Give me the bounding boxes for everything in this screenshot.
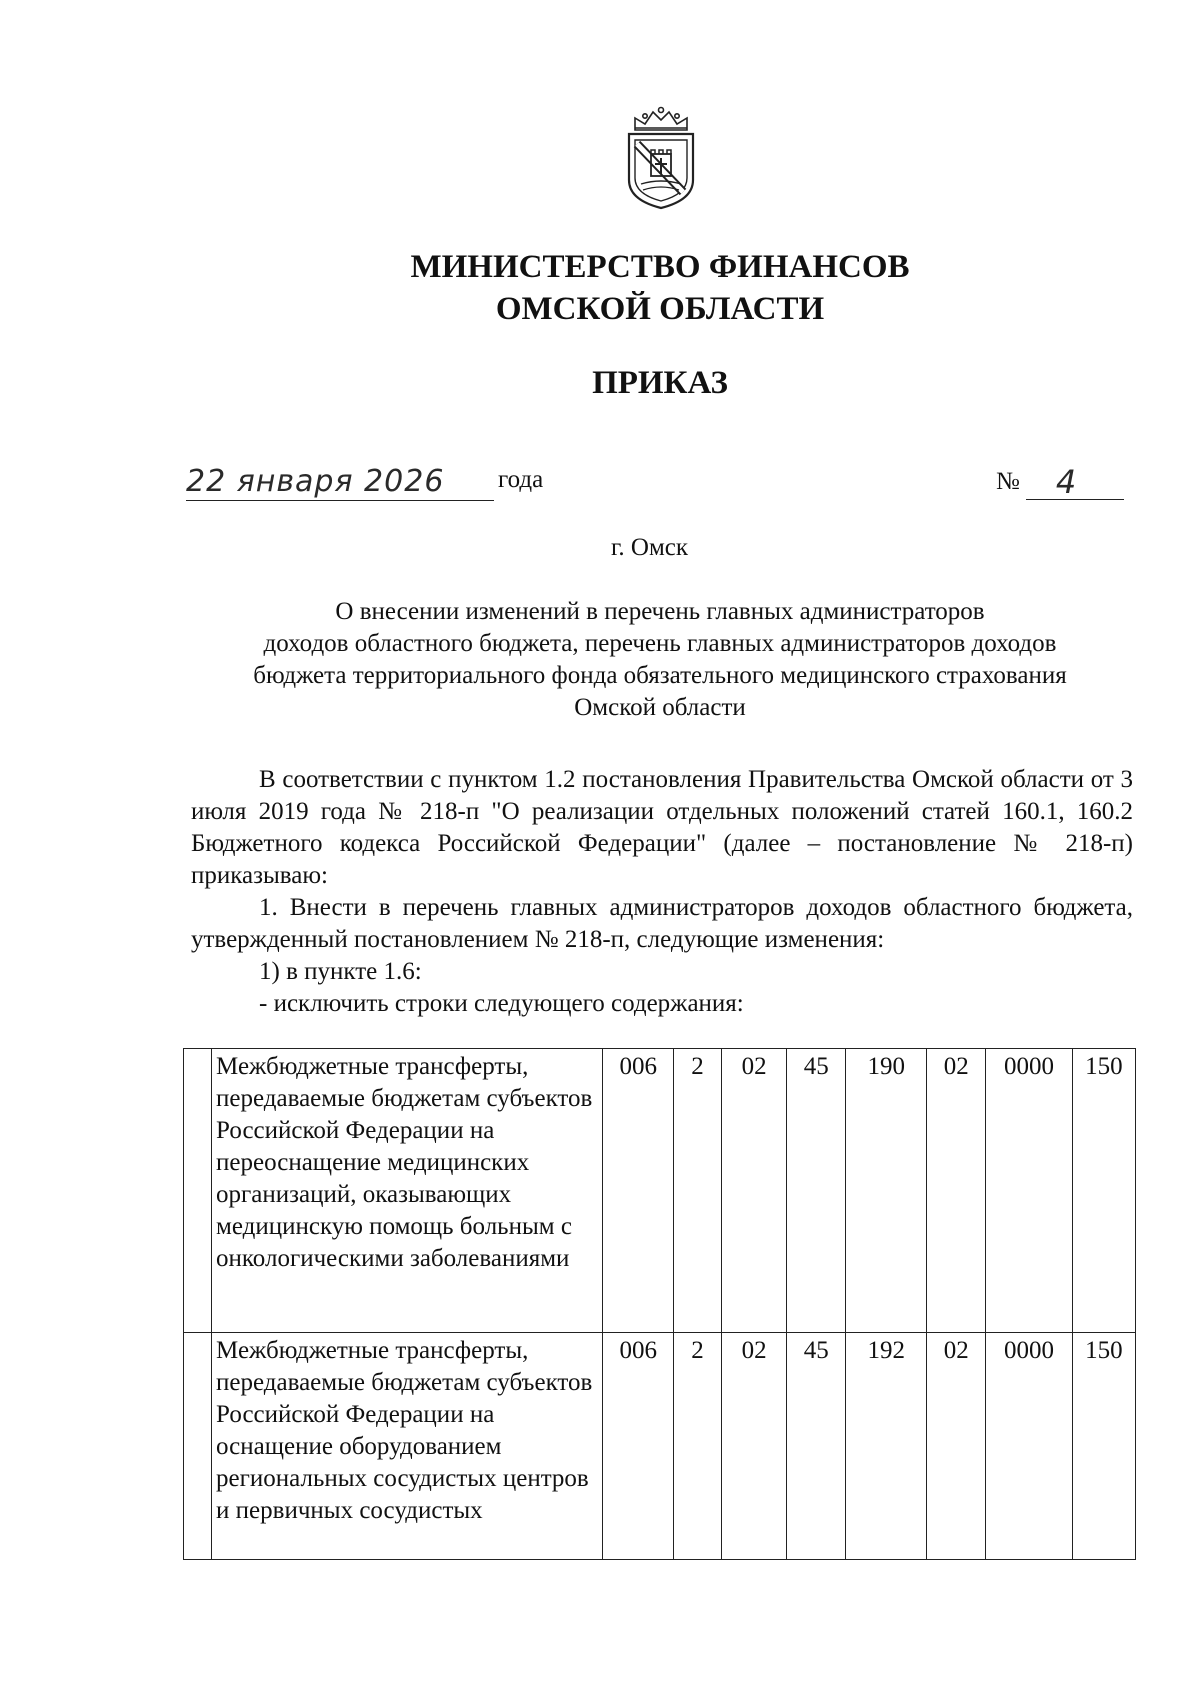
item-1-paragraph: 1. Внести в перечень главных администраторов доходов областного бюджета, утвержденный постановлением № 218-п, следующие изменения:	[191, 894, 1133, 953]
date-handwritten: 22 января 2026	[186, 466, 494, 501]
subject-line: Омской области	[574, 694, 746, 721]
number-handwritten: 4	[1026, 466, 1124, 500]
table-cell-code: 150	[1072, 1333, 1135, 1560]
table-cell-code: 006	[603, 1049, 674, 1333]
table-cell-name: Межбюджетные трансферты, передаваемые бюджетам субъектов Российской Федерации на оснащение оборудованием региональных сосудистых центров и первичных сосудистых	[212, 1333, 603, 1560]
table-row	[184, 1049, 1136, 1333]
table-row	[184, 1333, 1136, 1560]
table-cell-code: 45	[787, 1049, 846, 1333]
table-cell-code: 192	[846, 1333, 927, 1560]
table-cell-name: Межбюджетные трансферты, передаваемые бюджетам субъектов Российской Федерации на переоснащение медицинских организаций, оказывающих медицинскую помощь больным с онкологическими заболеваниями	[212, 1049, 603, 1333]
codes-table	[183, 1048, 1136, 1560]
preamble-paragraph: В соответствии с пунктом 1.2 постановления Правительства Омской области от 3 июля 2019 года № 218-п "О реализации отдельных положений статей 160.1, 160.2 Бюджетного кодекса Российской Федерации" (далее – постановление № 218-п) приказываю:	[191, 766, 1133, 889]
item-1-1-a: - исключить строки следующего содержания:	[259, 990, 744, 1017]
table-cell-code: 02	[721, 1049, 786, 1333]
table-cell-blank	[184, 1333, 212, 1560]
table-cell-code: 0000	[986, 1333, 1073, 1560]
table-cell-code: 2	[674, 1333, 722, 1560]
subject-heading	[180, 596, 1140, 724]
subject-line: доходов областного бюджета, перечень главных администраторов доходов	[263, 630, 1057, 657]
item-1-1: 1) в пункте 1.6:	[259, 958, 422, 985]
org-name-line2: ОМСКОЙ ОБЛАСТИ	[495, 291, 825, 327]
table-cell-code: 2	[674, 1049, 722, 1333]
table-cell-code: 006	[603, 1333, 674, 1560]
subject-line: О внесении изменений в перечень главных администраторов	[335, 598, 985, 625]
table-cell-code: 02	[927, 1333, 986, 1560]
date-suffix: года	[498, 466, 544, 493]
date-line	[186, 466, 543, 502]
order-number-line	[996, 463, 1124, 501]
subject-line: бюджета территориального фонда обязательного медицинского страхования	[253, 662, 1067, 689]
table-cell-code: 02	[927, 1049, 986, 1333]
table-cell-code: 0000	[986, 1049, 1073, 1333]
coat-of-arms-icon	[621, 104, 701, 212]
table-cell-code: 150	[1072, 1049, 1135, 1333]
table-cell-code: 45	[787, 1333, 846, 1560]
doc-type-title: ПРИКАЗ	[592, 365, 728, 401]
table-cell-code: 190	[846, 1049, 927, 1333]
table-cell-blank	[184, 1049, 212, 1333]
org-name-line1: МИНИСТЕРСТВО ФИНАНСОВ	[410, 249, 910, 285]
table-cell-code: 02	[721, 1333, 786, 1560]
city: г. Омск	[611, 534, 689, 561]
number-label: №	[996, 468, 1020, 495]
